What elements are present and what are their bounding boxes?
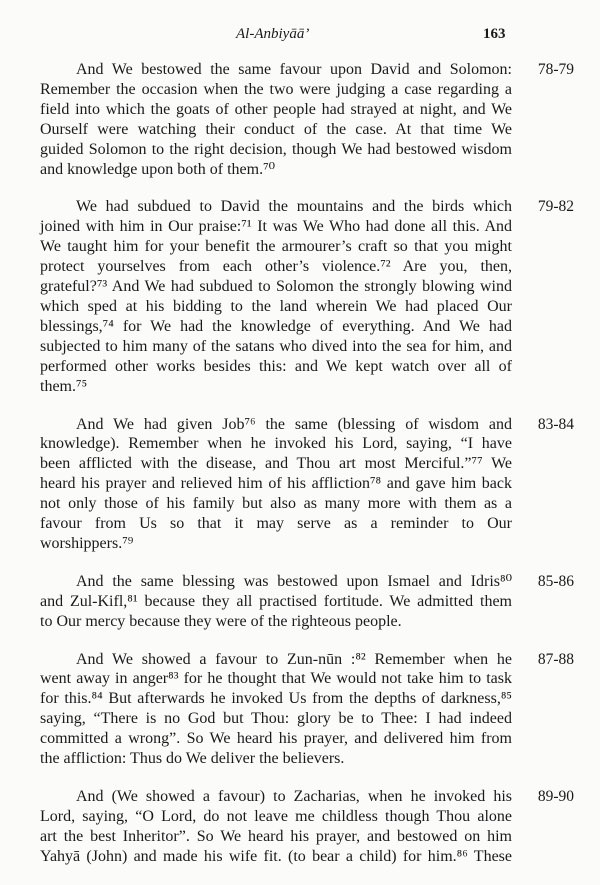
text-line: the affliction: Thus do We deliver the believers.: [40, 750, 345, 768]
text-line: Remember the occasion when the two were judging a case regarding a: [40, 80, 512, 98]
paragraph: [40, 650, 574, 769]
text-line: and Zul-Kifl,⁸¹ because they all practised fortitude. We admitted them: [40, 592, 512, 610]
text-line: and knowledge upon both of them.⁷⁰: [40, 160, 276, 178]
text-line: joined with him in Our praise:⁷¹ It was We Who had done all this. And: [40, 218, 512, 236]
text-line: subjected to him many of the satans who dived into the sea for him, and: [40, 337, 512, 355]
running-title: Al-Anbiyāā’: [236, 26, 310, 42]
text-line: protect yourselves from each other’s violence.⁷² Are you, then,: [40, 258, 512, 276]
text-line: knowledge). Remember when he invoked his Lord, saying, “I have: [40, 435, 512, 453]
text-line: for this.⁸⁴ But afterwards he invoked Us from the depths of darkness,⁸⁵: [40, 690, 512, 708]
text-line: to Our mercy because they were of the righteous people.: [40, 612, 402, 630]
verse-reference: 78-79: [537, 61, 574, 78]
text-line: worshippers.⁷⁹: [40, 534, 134, 552]
text-line: Yahyā (John) and made his wife fit. (to bear a child) for him.⁸⁶ These: [40, 847, 512, 865]
text-line: field into which the goats of other people had strayed at night, and We: [40, 100, 512, 118]
text-line: Ourself were watching their conduct of the case. At that time We: [40, 120, 512, 138]
paragraph: [40, 197, 574, 396]
text-line: committed a wrong”. So We heard his prayer, and delivered him from: [40, 730, 512, 748]
paragraph: [40, 60, 574, 179]
text-line: performed other works besides this: and We kept watch over all of: [40, 357, 512, 375]
text-line: And We showed a favour to Zun-nūn :⁸² Remember when he: [76, 650, 512, 668]
text-line: We had subdued to David the mountains and the birds which: [76, 198, 512, 216]
text-line: which sped at his bidding to the land wherein We had placed Our: [40, 297, 512, 315]
verse-reference: 89-90: [537, 788, 574, 805]
verse-reference: 83-84: [537, 415, 574, 433]
verse-reference: 87-88: [537, 650, 574, 668]
text-line: blessings,⁷⁴ for We had the knowledge of everything. And We had: [40, 317, 512, 335]
verse-reference: 85-86: [537, 572, 574, 590]
text-line: We taught him for your benefit the armourer’s craft so that you might: [40, 238, 512, 256]
text-line: been afflicted with the disease, and Thou art most Merciful.”⁷⁷ We: [40, 455, 512, 473]
text-line: And the same blessing was bestowed upon Ismael and Idris⁸⁰: [76, 572, 512, 590]
text-line: guided Solomon to the right decision, though We had bestowed wisdom: [40, 140, 512, 158]
paragraph: [40, 787, 574, 867]
verse-reference: 79-82: [537, 198, 574, 216]
paragraph: [40, 415, 574, 554]
text-line: went away in anger⁸³ for he thought that We would not take him to task: [40, 670, 512, 688]
text-line: not only those of his family but also as many more with them as a: [40, 495, 512, 513]
text-line: art the best Inheritor”. So We heard his prayer, and bestowed on him: [40, 827, 512, 845]
text-line: And We had given Job⁷⁶ the same (blessing of wisdom and: [76, 415, 512, 433]
text-line: And (We showed a favour) to Zacharias, when he invoked his: [76, 788, 512, 805]
paragraph: [40, 572, 574, 632]
text-line: heard his prayer and relieved him of his affliction⁷⁸ and gave him back: [40, 475, 512, 493]
text-line: favour from Us so that it may serve as a reminder to Our: [40, 515, 512, 533]
page-header: [0, 26, 600, 46]
text-line: Lord, saying, “O Lord, do not leave me childless though Thou alone: [40, 807, 512, 825]
text-line: saying, “There is no God but Thou: glory be to Thee: I had indeed: [40, 710, 512, 728]
text-line: grateful?⁷³ And We had subdued to Solomon the strongly blowing wind: [40, 278, 512, 296]
page-number: 163: [483, 26, 506, 42]
text-line: And We bestowed the same favour upon David and Solomon:: [76, 61, 512, 78]
text-line: them.⁷⁵: [40, 377, 88, 395]
page-body: [40, 60, 572, 885]
